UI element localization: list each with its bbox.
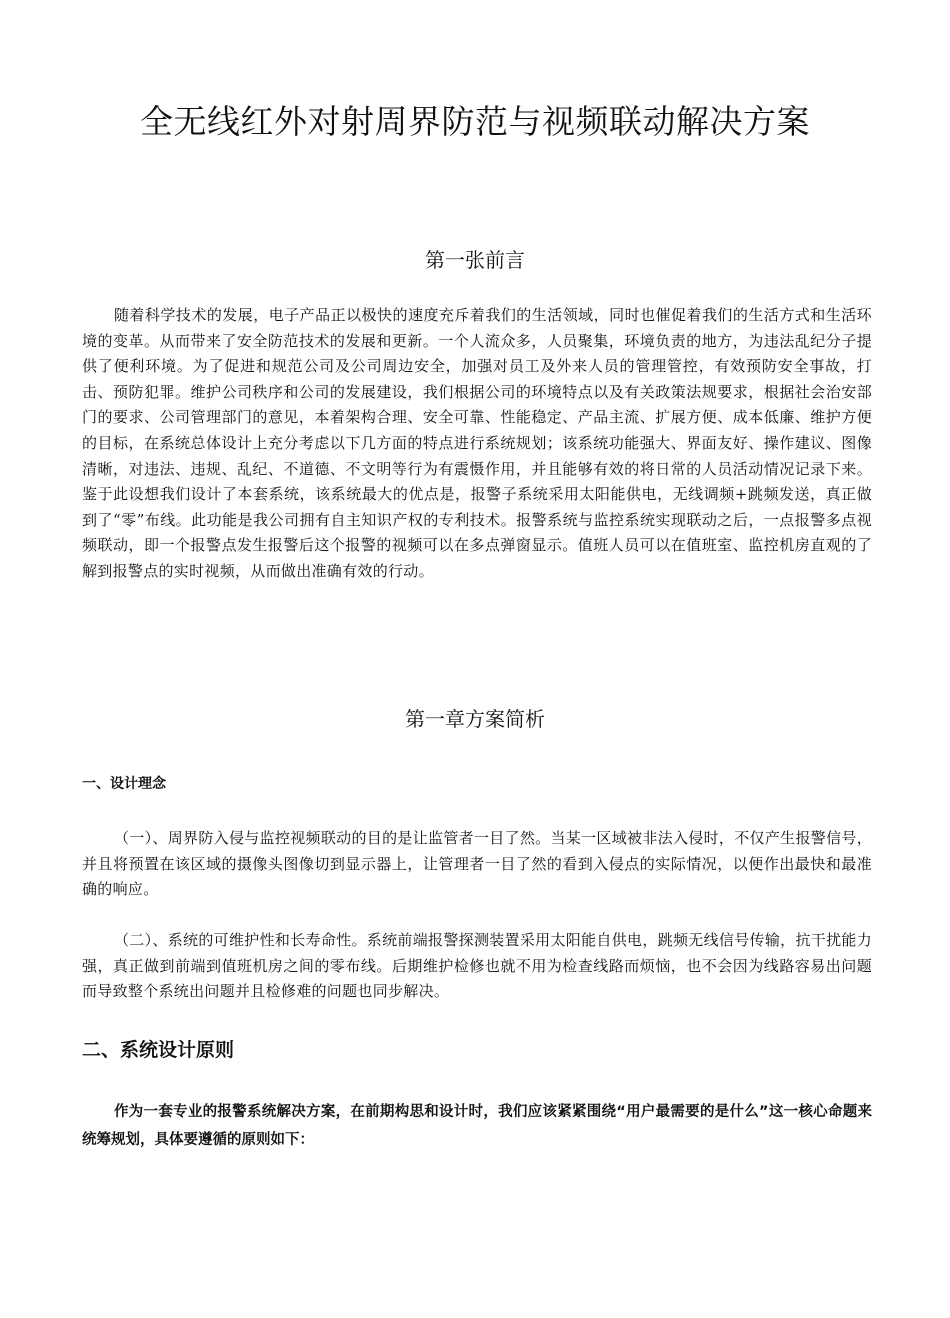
chapter-heading: 第一章方案简析 [405, 707, 545, 731]
preface-paragraph: 随着科学技术的发展，电子产品正以极快的速度充斥着我们的生活领域，同时也催促着我们的生活方式和生活环境的变革。从而带来了安全防范技术的发展和更新。一个人流众多，人员聚集，环境负责的地方，为违法乱纪分子提供了便利环境。为了促进和规范公司及公司周边安全，加强对员工及外来人员的管理管控，有效预防安全事故，打击、预防犯罪。维护公司秩序和公司的发展建设，我们根据公司的环境特点以及有关政策法规要求，根据社会治安部门的要求、公司管理部门的意见，本着架构合理、安全可靠、性能稳定、产品主流、扩展方便、成本低廉、维护方便的目标，在系统总体设计上充分考虑以下几方面的特点进行系统规划；该系统功能强大、界面友好、操作建议、图像清晰，对违法、违规、乱纪、不道德、不文明等行为有震慑作用，并且能够有效的将日常的人员活动情况记录下来。鉴于此设想我们设计了本套系统，该系统最大的优点是，报警子系统采用太阳能供电，无线调频+跳频发送，真正做到了“零”布线。此功能是我公司拥有自主知识产权的专利技术。报警系统与监控系统实现联动之后，一点报警多点视频联动，即一个报警点发生报警后这个报警的视频可以在多点弹窗显示。值班人员可以在值班室、监控机房直观的了解到报警点的实时视频，从而做出准确有效的行动。 [82, 306, 872, 580]
design-principles-heading: 二、系统设计原则 [82, 1039, 235, 1061]
preface-heading: 第一张前言 [425, 248, 525, 272]
design-concept-item-2: （二）、系统的可维护性和长寿命性。系统前端报警探测装置采用太阳能自供电，跳频无线信号传输，抗干扰能力强，真正做到前端到值班机房之间的零布线。后期维护检修也就不用为检查线路而烦恼，也不会因为线路容易出问题而导致整个系统出问题并且检修难的问题也同步解决。 [82, 931, 872, 1001]
document-title: 全无线红外对射周界防范与视频联动解决方案 [140, 102, 810, 141]
design-principles-intro: 作为一套专业的报警系统解决方案，在前期构思和设计时，我们应该紧紧围绕“用户最需要的是什么”这一核心命题来统筹规划，具体要遵循的原则如下： [82, 1104, 872, 1148]
design-concept-heading: 一、设计理念 [82, 776, 166, 792]
design-concept-item-1: （一）、周界防入侵与监控视频联动的目的是让监管者一目了然。当某一区域被非法入侵时，不仅产生报警信号，并且将预置在该区域的摄像头图像切到显示器上，让管理者一目了然的看到入侵点的实际情况，以便作出最快和最准确的响应。 [82, 829, 872, 899]
